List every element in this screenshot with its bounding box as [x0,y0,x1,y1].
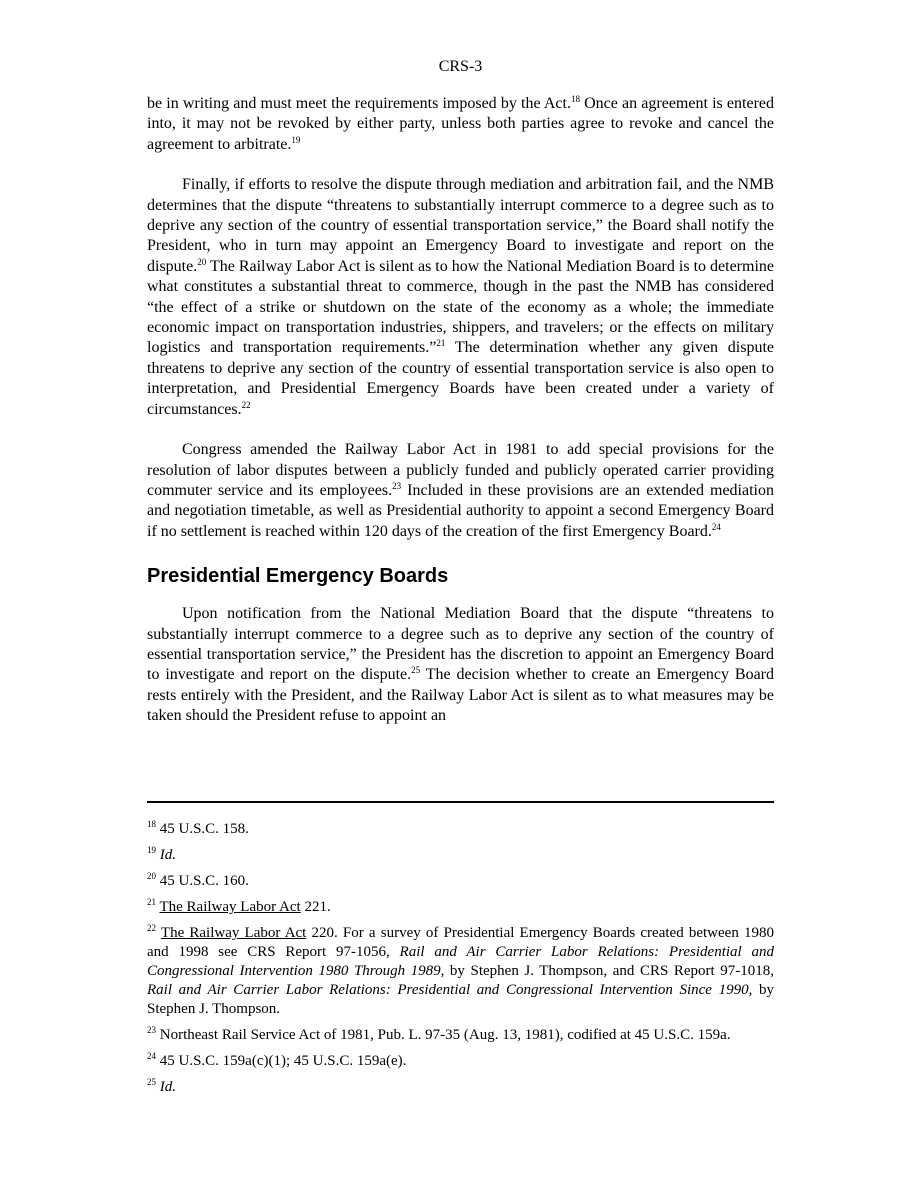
footnote-number: 19 [147,845,156,855]
footnote-text: , by Stephen J. Thompson, and CRS Report 97-1018, [440,963,774,979]
footnote-ref[interactable]: 21 [436,338,446,349]
footnote-ref[interactable]: 20 [197,256,207,267]
paragraph-congress [147,440,774,542]
footnote-24 [147,1052,774,1071]
paragraph-text: The Railway Labor Act is silent as to how the National Mediation Board is to determine what constitutes a substantial threat to commerce, though in the past the NMB has considered “the effect of a strike or shutdown on the state of the economy as a whole; the immediate economic impact on transportation industries, shippers, and travelers; or the effects on military logistics and transportation requirements.” [147,257,774,357]
footnote-18 [147,820,774,839]
paragraph-finally [147,175,774,420]
footnote-ref[interactable]: 18 [570,94,580,104]
footnote-25 [147,1078,774,1097]
footnote-ref[interactable]: 23 [392,480,402,491]
footnote-20 [147,872,774,891]
footnote-text: Id. [156,847,176,863]
paragraph-text: Congress amended the Railway Labor Act in 1981 to add special provisions for the resolution of labor disputes between a publicly funded and publicly operated carrier providing commuter service and its employees. [147,441,774,499]
footnote-text: 45 U.S.C. 159a(c)(1); 45 U.S.C. 159a(e). [156,1053,407,1069]
footnote-19 [147,846,774,865]
paragraph-text: be in writing and must meet the requirements imposed by the Act. [147,95,571,112]
footnote-text: 45 U.S.C. 160. [156,873,249,889]
footnote-text: Northeast Rail Service Act of 1981, Pub. L. 97-35 (Aug. 13, 1981), codified at 45 U.S.C. 159a. [156,1027,731,1043]
paragraph-text: Once an agreement is entered into, it may not be revoked by either party, unless both parties agree to revoke and cancel the agreement to arbitrate. [147,95,774,153]
footnote-text: 221. [300,899,331,915]
footnote-text: Id. [156,1079,176,1095]
report-title: Rail and Air Carrier Labor Relations: Presidential and Congressional Intervention 1980 Through 1989 [147,944,774,979]
footnote-divider [147,801,774,803]
footnotes [147,820,774,1104]
report-title: Rail and Air Carrier Labor Relations: Presidential and Congressional Intervention Since 1990 [147,982,749,998]
footnote-text: 220. For a survey of Presidential Emergency Boards created between 1980 and 1998 see CRS Report 97-1056, [147,925,774,960]
paragraph-text: The determination whether any given dispute threatens to deprive any section of the country of essential transportation service is also open to interpretation, and Presidential Emergency Boards have been created under a variety of circumstances. [147,339,774,418]
footnote-text: , by Stephen J. Thompson. [147,982,774,1017]
paragraph-text: Included in these provisions are an extended mediation and negotiation timetable, as well as Presidential authority to appoint a second Emergency Board if no settlement is reached within 120 days of the creation of the first Emergency Board. [147,481,774,540]
paragraph-continuation [147,94,774,155]
paragraph-notification [147,604,774,726]
footnote-21 [147,898,774,917]
page-header: CRS-3 [438,58,483,75]
footnote-number: 25 [147,1077,156,1087]
footnote-ref[interactable]: 25 [411,665,421,676]
paragraph-text: Finally, if efforts to resolve the dispute through mediation and arbitration fail, and the NMB determines that the dispute “threatens to substantially interrupt commerce to a degree such as to deprive any section of the country of essential transportation service,” the Board shall notify the President, who in turn may appoint an Emergency Board to investigate and report on the dispute. [147,176,774,275]
section-heading: Presidential Emergency Boards [147,565,449,588]
footnote-ref[interactable]: 22 [241,399,251,410]
body-text [147,94,774,727]
footnote-number: 24 [147,1051,156,1061]
footnote-23 [147,1026,774,1045]
footnote-number: 18 [147,819,156,829]
paragraph-text: The decision whether to create an Emergency Board rests entirely with the President, and the Railway Labor Act is silent as to what measures may be taken should the President refuse to appoint an [147,666,775,725]
citation-link[interactable]: The Railway Labor Act [159,899,301,915]
footnote-ref[interactable]: 19 [291,134,301,145]
footnote-22 [147,924,774,1019]
paragraph-text: Upon notification from the National Mediation Board that the dispute “threatens to substantially interrupt commerce to a degree such as to deprive any section of the country of essential transportation service,” the President has the discretion to appoint an Emergency Board to investigate and report on the dispute. [147,605,774,684]
footnote-number: 21 [147,897,156,907]
footnote-number: 22 [147,923,156,933]
footnote-text: 45 U.S.C. 158. [156,821,249,837]
citation-link[interactable]: The Railway Labor Act [160,925,307,941]
footnote-number: 23 [147,1025,156,1035]
footnote-ref[interactable]: 24 [711,521,721,532]
footnote-number: 20 [147,871,156,881]
